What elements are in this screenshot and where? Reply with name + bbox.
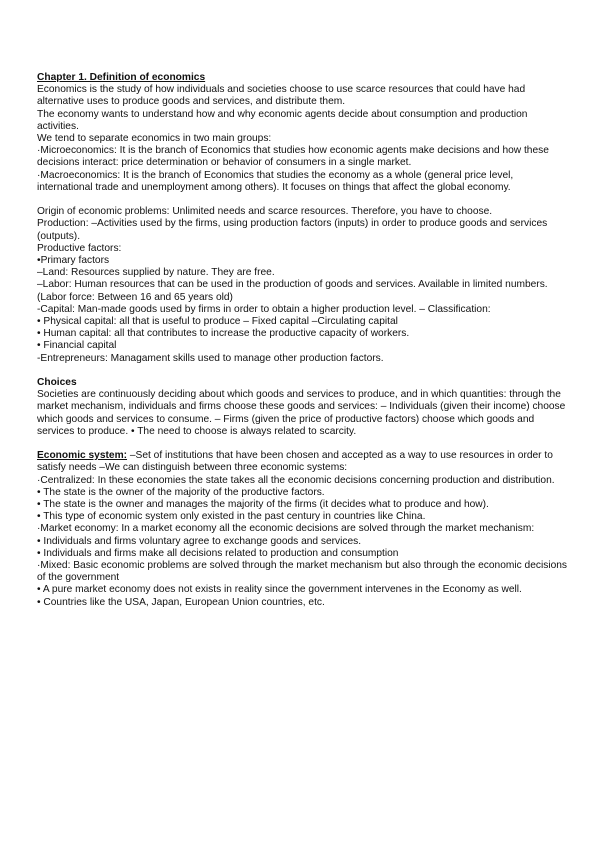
choices-heading: Choices	[37, 377, 77, 389]
groups-intro: We tend to separate economics in two main groups:	[37, 133, 272, 145]
land-item: –Land: Resources supplied by nature. They are free.	[37, 267, 275, 279]
labor-item: –Labor: Human resources that can be used in the production of goods and services. Available in limited numbers. (Labor force: Between 16 and 65 years old)	[37, 279, 548, 303]
mixed-item: ·Mixed: Basic economic problems are solved through the market mechanism but also through the economic decisions of the government	[37, 560, 568, 584]
macroeconomics-item: ·Macroeconomics: It is the branch of Economics that studies the economy as a whole (general price level, international trade and unemployment among others). It focuses on things that affect the global economy.	[37, 169, 514, 193]
state-manages-firms-item: • The state is the owner and manages the majority of the firms (it decides what to produce and how).	[37, 499, 489, 511]
physical-capital-item: • Physical capital: all that is useful to produce – Fixed capital –Circulating capital	[37, 316, 398, 328]
origin-line: Origin of economic problems: Unlimited needs and scarce resources. Therefore, you have to choose.	[37, 206, 493, 218]
countries-item: • Countries like the USA, Japan, European Union countries, etc.	[37, 596, 325, 608]
financial-capital-item: • Financial capital	[37, 340, 117, 352]
document-page	[37, 72, 567, 609]
market-economy-item: ·Market economy: In a market economy all the economic decisions are solved through the market mechanism:	[37, 523, 535, 535]
economic-system-intro: –Set of institutions that have been chosen and accepted as a way to use resources in order to satisfy needs –We can distinguish between three economic systems:	[37, 450, 553, 474]
production-line: Production: –Activities used by the firms, using production factors (inputs) in order to produce goods and services (outputs).	[37, 218, 548, 242]
state-owner-factors-item: • The state is the owner of the majority of the productive factors.	[37, 486, 325, 498]
microeconomics-item: ·Microeconomics: It is the branch of Economics that studies how economic agents make decisions and how these decisions interact: price determination or behavior of consumers in a single market.	[37, 145, 549, 169]
choices-paragraph: Societies are continuously deciding about which goods and services to produce, and in which quantities: through the market mechanism, individuals and firms choose these goods and services: – Individuals (given their income) choose which goods and services to consume. – Firms (given the price of productive factors) choose which goods and services to produce. • The need to choose is always related to scarcity.	[37, 389, 566, 437]
spacer	[37, 365, 567, 377]
past-century-item: • This type of economic system only existed in the past century in countries like China.	[37, 511, 426, 523]
spacer	[37, 438, 567, 450]
economy-purpose: The economy wants to understand how and why economic agents decide about consumption and production activities.	[37, 108, 528, 132]
centralized-item: ·Centralized: In these economies the state takes all the economic decisions concerning production and distribution.	[37, 474, 555, 486]
productive-factors-label: Productive factors:	[37, 242, 122, 254]
primary-factors-item: •Primary factors	[37, 255, 110, 267]
human-capital-item: • Human capital: all that contributes to increase the productive capacity of workers.	[37, 328, 410, 340]
entrepreneurs-item: -Entrepreneurs: Managament skills used to manage other production factors.	[37, 352, 384, 364]
capital-item: -Capital: Man-made goods used by firms in order to obtain a higher production level. – Classification:	[37, 303, 491, 315]
chapter-title: Chapter 1. Definition of economics	[37, 72, 206, 83]
economics-definition: Economics is the study of how individuals and societies choose to use scarce resources that could have had alternative uses to produce goods and services, and distribute them.	[37, 84, 526, 108]
firms-decisions-item: • Individuals and firms make all decisions related to production and consumption	[37, 547, 399, 559]
spacer	[37, 194, 567, 206]
voluntary-exchange-item: • Individuals and firms voluntary agree to exchange goods and services.	[37, 535, 362, 547]
economic-system-heading: Economic system:	[37, 450, 128, 462]
economic-system-paragraph	[37, 450, 567, 474]
pure-market-item: • A pure market economy does not exists in reality since the government intervenes in the Economy as well.	[37, 584, 522, 596]
